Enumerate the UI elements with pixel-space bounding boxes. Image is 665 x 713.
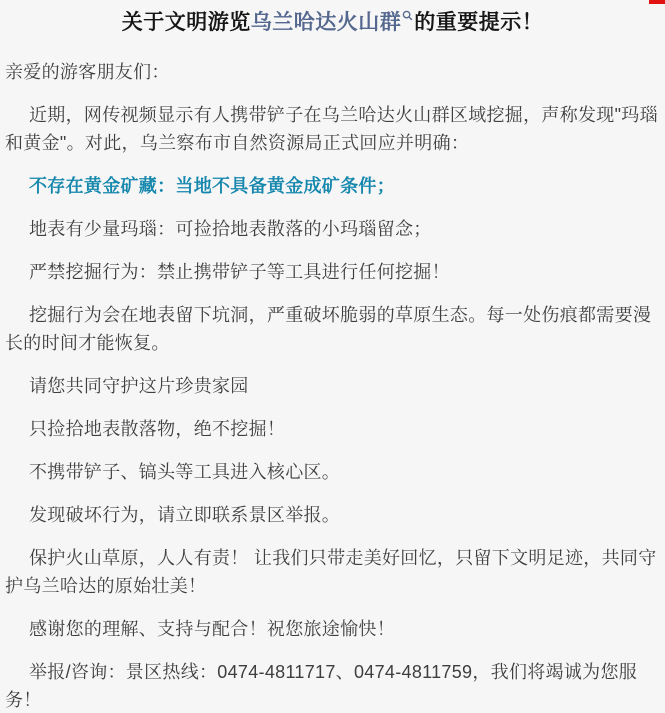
statement-no-digging: 严禁挖掘行为：禁止携带铲子等工具进行任何挖掘！ bbox=[29, 262, 450, 282]
paragraph-thanks: 感谢您的理解、支持与配合！祝您旅途愉快！ bbox=[29, 619, 395, 639]
paragraph-appeal: 请您共同守护这片珍贵家园 bbox=[29, 376, 249, 396]
page-title bbox=[5, 8, 660, 38]
title-suffix: 的重要提示！ bbox=[414, 11, 544, 34]
rule-pickup-only: 只捡拾地表散落物，绝不挖掘！ bbox=[29, 419, 286, 439]
paragraph-ecology: 挖掘行为会在地表留下坑洞，严重破坏脆弱的草原生态。每一处伤痕都需要漫长的时间才能恢复。 bbox=[5, 305, 652, 353]
statement-agate: 地表有少量玛瑙：可捡拾地表散落的小玛瑙留念； bbox=[29, 219, 432, 239]
rule-report: 发现破坏行为，请立即联系景区举报。 bbox=[29, 505, 341, 525]
red-corner-mark bbox=[649, 0, 665, 4]
paragraph-greeting: 亲爱的游客朋友们： bbox=[5, 62, 170, 82]
entity-link-label: 乌兰哈达火山群 bbox=[250, 11, 402, 34]
article-body bbox=[5, 58, 660, 713]
paragraph-intro: 近期，网传视频显示有人携带铲子在乌兰哈达火山群区域挖掘，声称发现"玛瑙和黄金"。对此，乌兰察布市自然资源局正式回应并明确： bbox=[5, 105, 658, 153]
search-icon bbox=[402, 0, 413, 30]
paragraph-protect: 保护火山草原，人人有责！ 让我们只带走美好回忆，只留下文明足迹，共同守护乌兰哈达的原始壮美！ bbox=[5, 548, 657, 596]
entity-link-volcano-group[interactable] bbox=[251, 11, 415, 34]
statement-no-gold: 不存在黄金矿藏：当地不具备黄金成矿条件； bbox=[29, 176, 395, 196]
paragraph-hotline: 举报/咨询：景区热线：0474-4811717、0474-4811759，我们将竭诚为您服务！ bbox=[5, 662, 638, 710]
rule-no-tools: 不携带铲子、镐头等工具进入核心区。 bbox=[29, 462, 341, 482]
title-prefix: 关于文明游览 bbox=[121, 11, 251, 34]
